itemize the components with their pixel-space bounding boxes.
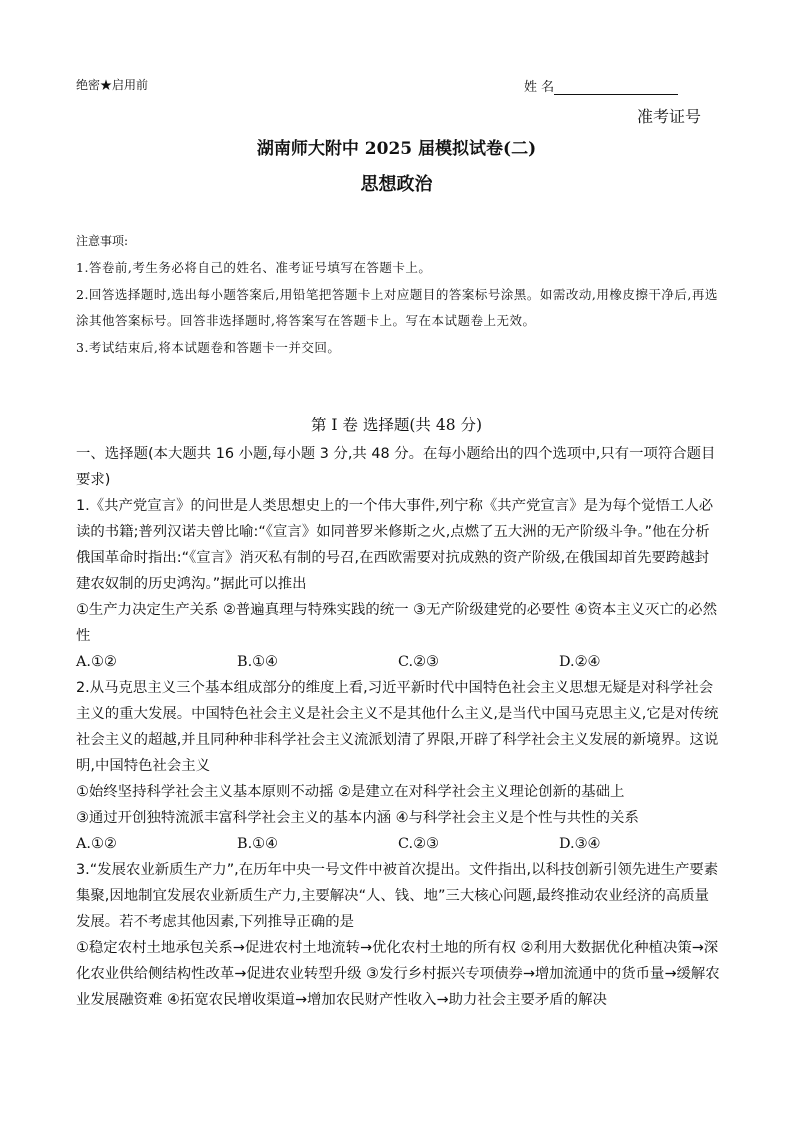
question-3-statements: ①稳定农村土地承包关系→促进农村土地流转→优化农村土地的所有权 ②利用大数据优化种植决策→深化农业供给侧结构性改革→促进农业转型升级 ③发行乡村振兴专项债券→增加流通中的货币量→缓解农业发展融资难 ④拓宽农民增收渠道→增加农民财产性收入→助力社会主要矛盾的解决 — [76, 940, 720, 1008]
exam-title: 湖南师大附中 2025 届模拟试卷(二) — [256, 139, 537, 159]
notice-list — [76, 255, 720, 361]
section-intro: 一、选择题(本大题共 16 小题,每小题 3 分,共 48 分。在每小题给出的四个选项中,只有一项符合题目要求) — [76, 446, 716, 488]
notice-item: 2.回答选择题时,选出每小题答案后,用铅笔把答题卡上对应题目的答案标号涂黑。如需改动,用橡皮擦干净后,再选涂其他答案标号。回答非选择题时,将答案写在答题卡上。写在本试题卷上无效。 — [76, 286, 718, 328]
notice-heading: 注意事项: — [76, 234, 129, 248]
option-a: A.①② — [76, 836, 117, 852]
option-d: D.③④ — [559, 836, 601, 852]
section-title: 第 I 卷 选择题(共 48 分) — [310, 416, 483, 434]
confidential-label: 绝密★启用前 — [76, 78, 149, 92]
exam-number-label: 准考证号 — [637, 107, 702, 126]
notice-item: 1.答卷前,考生务必将自己的姓名、准考证号填写在答题卡上。 — [76, 260, 432, 275]
questions-body — [76, 441, 720, 1013]
option-d: D.②④ — [559, 654, 601, 670]
option-b: B.①④ — [237, 654, 278, 670]
name-field — [524, 76, 678, 95]
question-1-options — [76, 649, 720, 675]
option-c: C.②③ — [398, 654, 439, 670]
option-b: B.①④ — [237, 836, 278, 852]
notice-item: 3.考试结束后,将本试题卷和答题卡一并交回。 — [76, 339, 341, 355]
question-1-statements: ①生产力决定生产关系 ②普遍真理与特殊实践的统一 ③无产阶级建党的必要性 ④资本主义灭亡的必然性 — [76, 602, 717, 644]
question-2-stem: 2.从马克思主义三个基本组成部分的维度上看,习近平新时代中国特色社会主义思想无疑是对科学社会主义的重大发展。中国特色社会主义是社会主义不是其他什么主义,是当代中国马克思主义,它是对传统社会主义的超越,并且同种种非科学社会主义流派划清了界限,开辟了科学社会主义发展的新境界。这说明,中国特色社会主义 — [76, 680, 719, 774]
question-3-stem: 3.“发展农业新质生产力”,在历年中央一号文件中被首次提出。文件指出,以科技创新引领先进生产要素集聚,因地制宜发展农业新质生产力,主要解决“人、钱、地”三大核心问题,最终推动农业经济的高质量发展。若不考虑其他因素,下列推导正确的是 — [76, 862, 719, 930]
name-blank — [554, 80, 678, 95]
name-label: 姓 名 — [524, 80, 555, 95]
option-a: A.①② — [76, 654, 117, 670]
question-1-stem: 1.《共产党宣言》的问世是人类思想史上的一个伟大事件,列宁称《共产党宣言》是为每个觉悟工人必读的书籍;普列汉诺夫曾比喻:“《宣言》如同普罗米修斯之火,点燃了五大洲的无产阶级斗争。”他在分析俄国革命时指出:“《宣言》消灭私有制的号召,在西欧需要对抗成熟的资产阶级,在俄国却首先要跨越封建农奴制的历史鸿沟。”据此可以推出 — [76, 498, 714, 592]
question-2-statements-2: ③通过开创独特流派丰富科学社会主义的基本内涵 ④与科学社会主义是个性与共性的关系 — [76, 810, 639, 826]
question-2-statements-1: ①始终坚持科学社会主义基本原则不动摇 ②是建立在对科学社会主义理论创新的基础上 — [76, 784, 625, 800]
option-c: C.②③ — [398, 836, 439, 852]
question-2-options — [76, 831, 720, 857]
subject-title: 思想政治 — [360, 174, 433, 195]
